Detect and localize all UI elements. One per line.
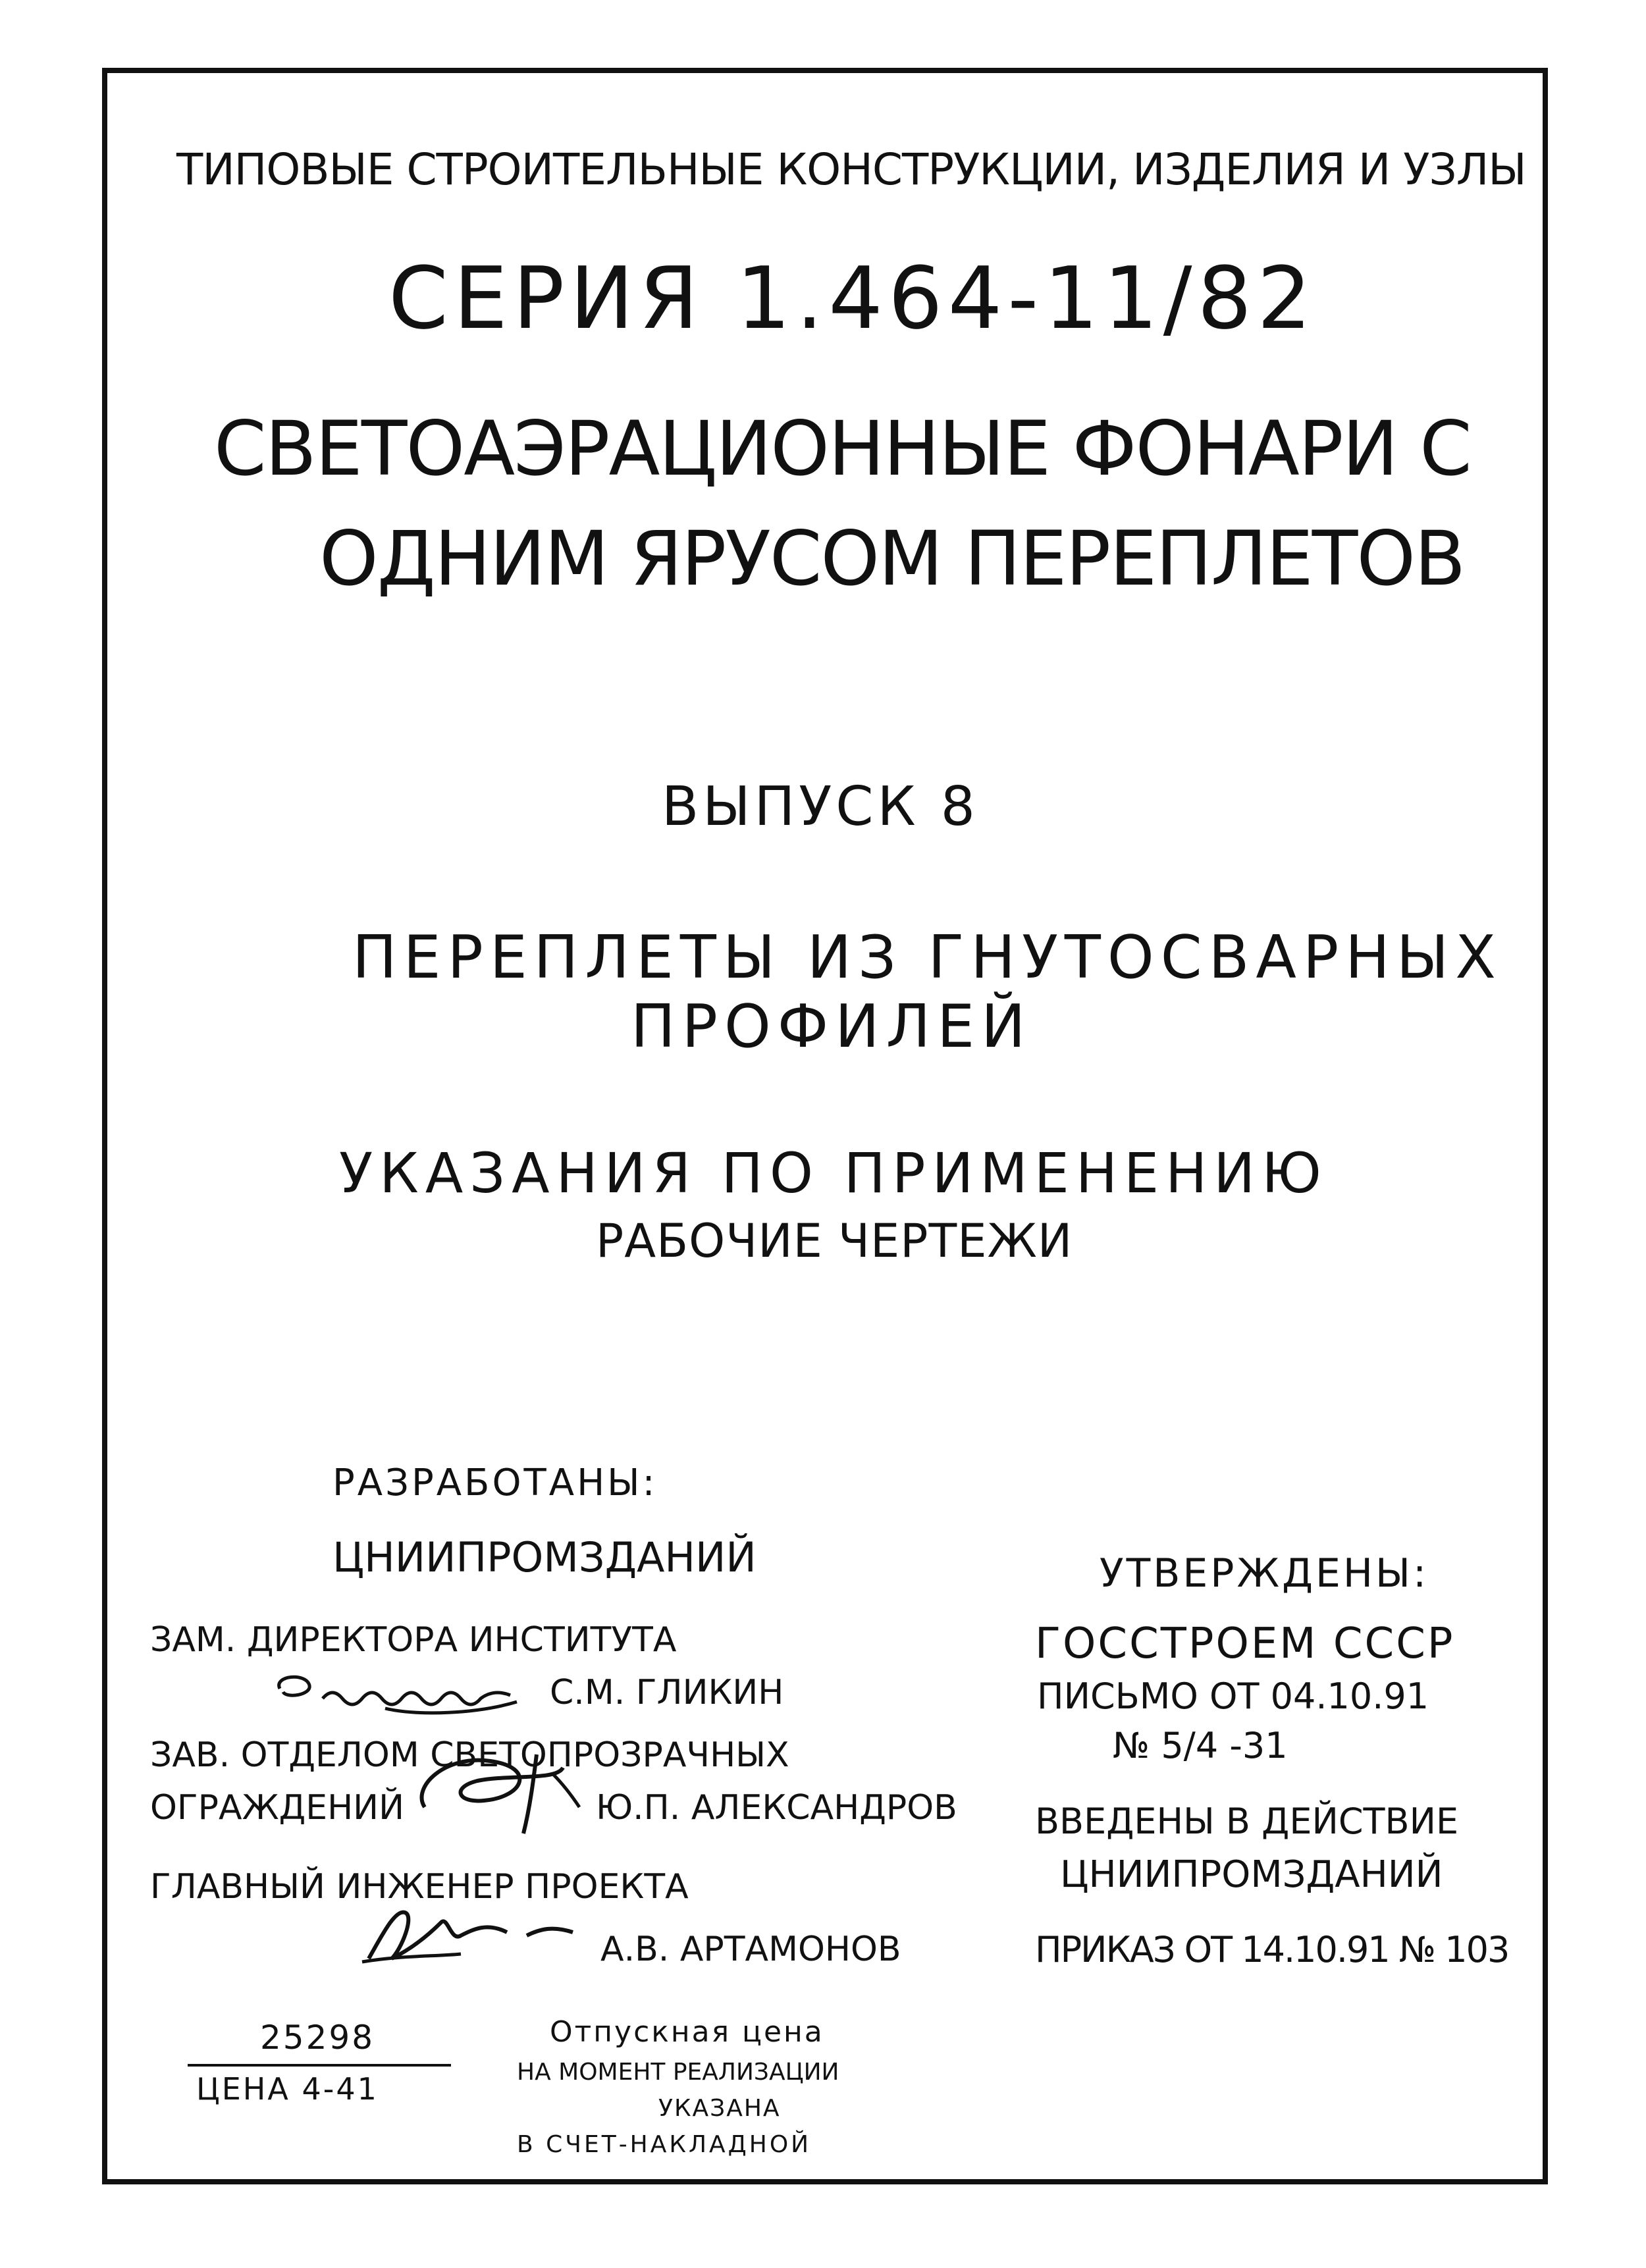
person-1-position: ЗАМ. ДИРЕКТОРА ИНСТИТУТА	[150, 1620, 677, 1660]
person-2-position: ЗАВ. ОТДЕЛОМ СВЕТОПРОЗРАЧНЫХ	[150, 1735, 789, 1775]
subtitle-line-1: ПЕРЕПЛЕТЫ ИЗ ГНУТОСВАРНЫХ	[352, 923, 1502, 992]
code-divider	[188, 2064, 451, 2067]
title-line-2: ОДНИМ ЯРУСОМ ПЕРЕПЛЕТОВ	[319, 515, 1465, 602]
price-note-line-1: Отпускная цена	[550, 2015, 824, 2049]
person-2-name: Ю.П. АЛЕКСАНДРОВ	[596, 1788, 957, 1828]
price-note-line-3: УКАЗАНА	[658, 2095, 781, 2122]
working-drawings: РАБОЧИЕ ЧЕРТЕЖИ	[596, 1214, 1073, 1268]
person-3-name: А.В. АРТАМОНОВ	[600, 1930, 901, 1969]
signature-2-icon	[405, 1735, 596, 1840]
title-line-1: СВЕТОАЭРАЦИОННЫЕ ФОНАРИ С	[214, 405, 1471, 492]
price-note-line-4: В СЧЕТ-НАКЛАДНОЙ	[517, 2131, 812, 2158]
series-number: СЕРИЯ 1.464-11/82	[388, 248, 1317, 348]
introduction-order: ПРИКАЗ ОТ 14.10.91 № 103	[1035, 1929, 1509, 1970]
person-1-name: С.М. ГЛИКИН	[550, 1673, 784, 1712]
introduced-org: ЦНИИПРОМЗДАНИЙ	[1060, 1853, 1443, 1896]
introduced-label: ВВЕДЕНЫ В ДЕЙСТВИЕ	[1035, 1801, 1459, 1842]
developed-label: РАЗРАБОТАНЫ:	[332, 1462, 658, 1504]
person-3-position: ГЛАВНЫЙ ИНЖЕНЕР ПРОЕКТА	[150, 1867, 689, 1907]
approved-label: УТВЕРЖДЕНЫ:	[1100, 1550, 1429, 1596]
price-note-line-2: НА МОМЕНТ РЕАЛИЗАЦИИ	[517, 2059, 839, 2086]
price: ЦЕНА 4-41	[196, 2071, 379, 2107]
document-code: 25298	[260, 2018, 375, 2057]
signature-1-icon	[260, 1662, 537, 1722]
subtitle-line-2: ПРОФИЛЕЙ	[631, 992, 1032, 1061]
approval-number: № 5/4 -31	[1113, 1725, 1288, 1766]
person-2-position-cont: ОГРАЖДЕНИЙ	[150, 1788, 404, 1828]
approval-letter: ПИСЬМО ОТ 04.10.91	[1037, 1675, 1429, 1717]
developer-org: ЦНИИПРОМЗДАНИЙ	[332, 1533, 757, 1581]
approved-org: ГОССТРОЕМ СССР	[1035, 1620, 1455, 1668]
signature-3-icon	[356, 1896, 593, 1975]
header-text: ТИПОВЫЕ СТРОИТЕЛЬНЫЕ КОНСТРУКЦИИ, ИЗДЕЛИЯ И УЗЛЫ	[176, 144, 1526, 195]
issue-number: ВЫПУСК 8	[662, 776, 979, 838]
usage-instructions: УКАЗАНИЯ ПО ПРИМЕНЕНИЮ	[339, 1141, 1328, 1205]
